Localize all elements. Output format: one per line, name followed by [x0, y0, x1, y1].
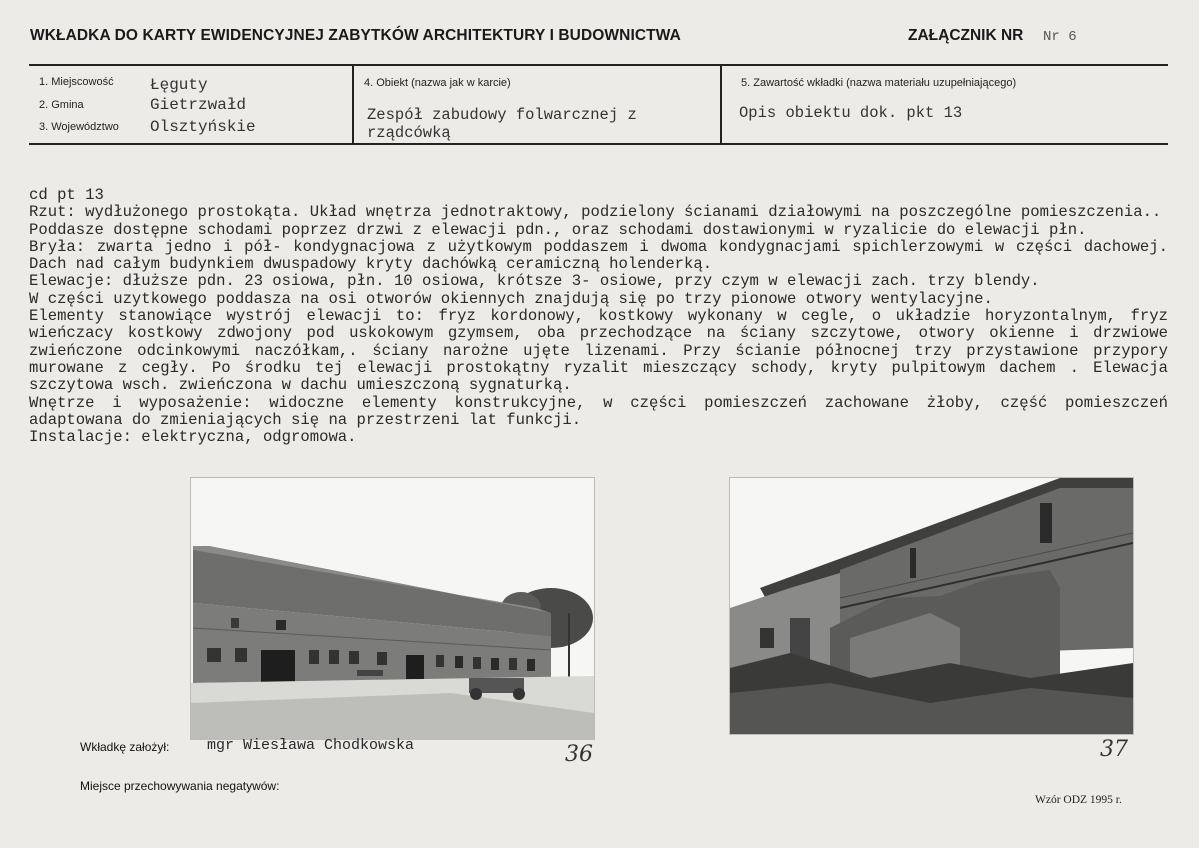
paragraph-bryla: Bryła: zwarta jedno i pół- kondygnacjowa z użytkowym poddaszem i dwoma kondygnacjami spichlerzowymi w części dachowej. Dach nad całym budynkiem dwuspadowy kryty dachówką ceramiczną holenderką. [29, 237, 1168, 274]
photo-building-side [729, 477, 1134, 735]
paragraph-wnetrze: Wnętrze i wyposażenie: widoczne elementy konstrukcyjne, w części pomieszczeń zachowane żłoby, część pomieszczeń adaptowana do zmieniających się na przestrzeni lat funkcji. [29, 393, 1168, 429]
paragraph-wystroj: Elementy stanowiące wystrój elewacji to: fryz kordonowy, kostkowy wykonany w cegle, o układzie horyzontalnym, fryz wieńczacy kostkowy zdwojony pod uskokowym gzymsem, oba przechodzące na ściany szczytowe, otwory okienne i drzwiowe zwieńczone odcinkowymi naczółkam,. ściany narożne ujęte lizenami. Przy ścianie północnej trzy przystawione przypory murowane z cegły. Po środku tej elewacji prostokątny ryzalit mieszczący schody, kryty pulpitowym dachem . Elewacja szczytowa wsch. zwieńczona w dachu umieszczoną sygnaturką. [29, 307, 1168, 395]
obiekt-value-line2: rządcówką [367, 124, 451, 142]
zawartosc-value: Opis obiektu dok. pkt 13 [739, 104, 963, 122]
table-divider-1 [352, 65, 354, 144]
paragraph-rzut: Rzut: wydłużonego prostokąta. Układ wnętrza jednotraktowy, podzielony ścianami działowymi na poszczególne pomieszczenia.. [29, 203, 1162, 222]
paragraph-poddasze-otwory: W części uzytkowego poddasza na osi otworów okiennych znajdują się po trzy pionowe otwory wentylacyjne. [29, 289, 993, 308]
photo-farm-building-image [191, 478, 594, 739]
author-value: mgr Wiesława Chodkowska [207, 737, 415, 754]
miejscowosc-label: 1. Miejscowość [39, 76, 114, 88]
paragraph-elewacje: Elewacje: dłuższe pdn. 23 osiowa, płn. 10 osiowa, krótsze 3- osiowe, przy czym w elewacji zach. trzy blendy. [29, 272, 1040, 291]
document-title: WKŁADKA DO KARTY EWIDENCYJNEJ ZABYTKÓW ARCHITEKTURY I BUDOWNICTWA [30, 27, 681, 44]
paragraph-ref: cd pt 13 [29, 186, 104, 204]
obiekt-value-line1: Zespół zabudowy folwarcznej z [367, 106, 637, 124]
obiekt-value [367, 106, 637, 142]
photo-building-front [190, 477, 595, 740]
wojewodztwo-label: 3. Województwo [39, 121, 119, 133]
form-reference: Wzór ODZ 1995 r. [1035, 794, 1122, 806]
obiekt-label: 4. Obiekt (nazwa jak w karcie) [364, 77, 511, 89]
gmina-value: Gietrzwałd [150, 96, 247, 114]
author-label: Wkładkę założył: [80, 740, 170, 754]
table-top-rule [29, 64, 1168, 66]
paragraph-poddasze: Poddasze dostępne schodami poprzez drzwi z elewacji pdn., oraz schodami dostawionymi w ryzalicie do elewacji płn. [29, 220, 1087, 239]
zawartosc-label: 5. Zawartość wkładki (nazwa materiału uzupełniającego) [741, 77, 1017, 89]
annex-label: ZAŁĄCZNIK NR [908, 27, 1024, 44]
miejscowosc-value: Łęguty [150, 76, 208, 94]
gmina-label: 2. Gmina [39, 99, 84, 111]
table-bottom-rule [29, 143, 1168, 145]
photo-number-2: 37 [1100, 737, 1128, 762]
photo-brick-wall-image [730, 478, 1133, 734]
table-divider-2 [720, 65, 722, 144]
paragraph-instalacje: Instalacje: elektryczna, odgromowa. [29, 428, 357, 447]
negatives-label: Miejsce przechowywania negatywów: [80, 779, 280, 793]
wojewodztwo-value: Olsztyńskie [150, 118, 256, 136]
description-text [29, 187, 1168, 446]
photo-number-1: 36 [565, 742, 593, 767]
annex-number: Nr 6 [1043, 29, 1077, 45]
